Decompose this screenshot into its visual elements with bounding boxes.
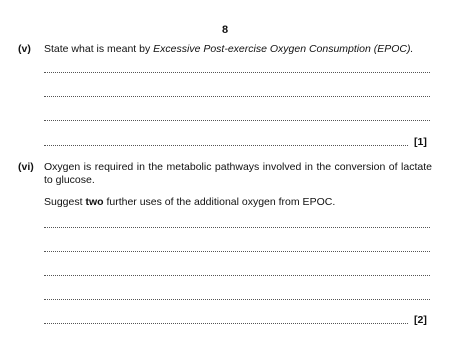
answer-line-vi-5[interactable]: [44, 322, 408, 324]
answer-line-vi-2[interactable]: [44, 250, 430, 252]
suggest-bold: two: [85, 196, 104, 208]
question-vi-suggest: [44, 196, 434, 209]
answer-line-v-2[interactable]: [44, 95, 430, 97]
question-v-text: [44, 43, 434, 56]
suggest-suffix: further uses of the additional oxygen from EPOC.: [103, 196, 336, 208]
suggest-prefix: Suggest: [44, 196, 86, 208]
answer-line-v-4[interactable]: [44, 144, 408, 146]
answer-line-vi-4[interactable]: [44, 298, 430, 300]
answer-line-v-3[interactable]: [44, 119, 430, 121]
answer-line-vi-3[interactable]: [44, 274, 430, 276]
page-number: 8: [221, 24, 229, 36]
question-vi-text: Oxygen is required in the metabolic pathways involved in the conversion of lactate to glucose.: [44, 161, 432, 186]
answer-line-v-1[interactable]: [44, 71, 430, 73]
answer-line-vi-1[interactable]: [44, 226, 430, 228]
question-v-text-italic: Excessive Post-exercise Oxygen Consumption (EPOC).: [153, 43, 414, 55]
question-vi-marks: [2]: [414, 314, 427, 326]
question-v-number: (v): [18, 43, 31, 55]
question-v-text-prefix: State what is meant by: [44, 43, 154, 55]
question-vi-number: (vi): [18, 161, 34, 173]
question-v-marks: [1]: [414, 136, 427, 148]
